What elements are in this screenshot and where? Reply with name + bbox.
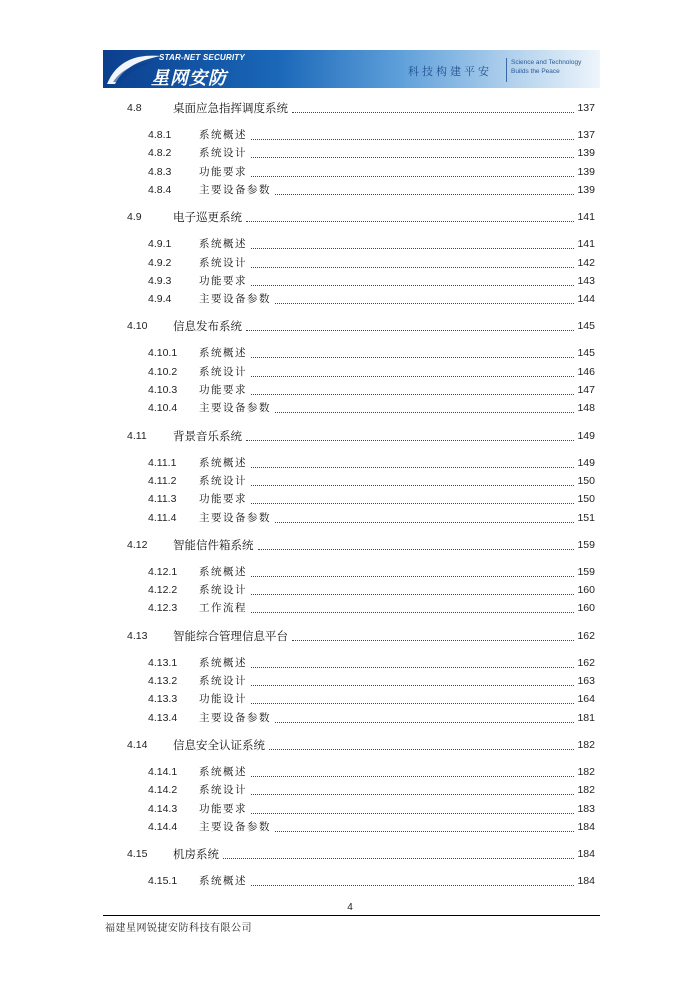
toc-dot-leader [251, 502, 576, 504]
toc-entry-title: 主要设备参数 [199, 511, 271, 524]
toc-entry-title: 系统概述 [199, 238, 247, 251]
toc-dot-leader [251, 702, 576, 704]
toc-entry-page: 163 [577, 675, 595, 687]
toc-dot-leader [251, 611, 576, 613]
toc-subsection-entry[interactable] [0, 345, 700, 361]
toc-entry-page: 137 [577, 102, 595, 114]
toc-subsection-entry[interactable] [0, 473, 700, 489]
toc-entry-number: 4.9.4 [148, 293, 172, 306]
toc-dot-leader [275, 521, 576, 523]
toc-entry-title: 系统概述 [199, 875, 247, 888]
toc-subsection-entry[interactable] [0, 510, 700, 526]
toc-entry-page: 145 [577, 347, 595, 360]
toc-entry-number: 4.11 [127, 429, 147, 442]
toc-entry-page: 149 [577, 456, 595, 469]
toc-subsection-entry[interactable] [0, 491, 700, 507]
toc-entry-number: 4.10.4 [148, 402, 178, 415]
toc-entry-page: 142 [577, 256, 595, 269]
toc-entry-page: 150 [577, 493, 595, 506]
toc-entry-number: 4.14.2 [148, 784, 178, 797]
toc-entry-page: 148 [577, 402, 595, 415]
toc-dot-leader [251, 138, 576, 140]
toc-entry-title: 功能要求 [199, 165, 247, 178]
toc-entry-page: 159 [577, 538, 595, 551]
toc-entry-page: 137 [577, 129, 595, 141]
toc-entry-page: 183 [577, 802, 595, 815]
toc-dot-leader [251, 484, 576, 486]
toc-entry-page: 162 [577, 656, 595, 669]
toc-entry-number: 4.11.4 [148, 511, 177, 524]
toc-entry-title: 主要设备参数 [199, 711, 271, 724]
logo-chinese-text: 星网安防 [151, 68, 227, 88]
toc-entry-number: 4.13 [127, 629, 148, 642]
toc-entry-number: 4.14.1 [148, 765, 178, 778]
toc-entry-number: 4.14 [127, 738, 148, 751]
toc-subsection-entry[interactable] [0, 382, 700, 398]
toc-dot-leader [251, 575, 576, 577]
toc-dot-leader [251, 175, 576, 177]
slogan-divider [506, 58, 507, 82]
toc-subsection-entry[interactable] [0, 764, 700, 780]
toc-entry-page: 182 [577, 738, 595, 751]
toc-entry-number: 4.14.4 [148, 820, 178, 833]
logo-english-text: STAR-NET SECURITY [159, 53, 245, 62]
toc-dot-leader [251, 775, 576, 777]
toc-entry-title: 系统设计 [199, 784, 247, 797]
toc-dot-leader [292, 639, 576, 641]
toc-entry-number: 4.13.4 [148, 711, 178, 724]
toc-entry-number: 4.12 [127, 538, 148, 551]
toc-dot-leader [258, 548, 576, 550]
toc-entry-number: 4.8.4 [148, 183, 172, 196]
toc-entry-page: 164 [577, 693, 595, 706]
page-number: 4 [347, 902, 353, 913]
toc-entry-page: 139 [577, 165, 595, 178]
toc-subsection-entry[interactable] [0, 873, 700, 889]
toc-entry-page: 184 [577, 848, 595, 861]
toc-entry-title: 系统概述 [199, 765, 247, 778]
toc-entry-page: 159 [577, 565, 595, 578]
toc-entry-number: 4.8.3 [148, 165, 172, 178]
toc-dot-leader [269, 748, 576, 750]
toc-entry-number: 4.11.2 [148, 474, 177, 487]
toc-entry-page: 181 [577, 711, 595, 724]
toc-entry-page: 139 [577, 183, 595, 196]
toc-subsection-entry[interactable] [0, 691, 700, 707]
toc-section-entry[interactable] [0, 318, 700, 334]
toc-entry-title: 主要设备参数 [199, 293, 271, 306]
toc-dot-leader [246, 329, 576, 331]
toc-subsection-entry[interactable] [0, 400, 700, 416]
toc-entry-number: 4.15 [127, 848, 148, 861]
toc-entry-title: 主要设备参数 [199, 183, 271, 196]
toc-entry-title: 智能信件箱系统 [173, 537, 254, 552]
toc-entry-title: 背景音乐系统 [173, 428, 242, 443]
toc-entry-number: 4.9.2 [148, 256, 172, 269]
toc-entry-title: 功能要求 [199, 493, 247, 506]
toc-dot-leader [251, 156, 576, 158]
toc-entry-page: 184 [577, 875, 595, 888]
toc-section-entry[interactable] [0, 628, 700, 644]
toc-entry-title: 主要设备参数 [199, 402, 271, 415]
toc-subsection-entry[interactable] [0, 182, 700, 198]
toc-entry-number: 4.11.3 [148, 493, 177, 506]
toc-entry-page: 162 [577, 629, 595, 642]
toc-subsection-entry[interactable] [0, 600, 700, 616]
toc-dot-leader [251, 393, 576, 395]
toc-entry-number: 4.12.3 [148, 602, 178, 615]
toc-entry-title: 功能设计 [199, 693, 247, 706]
toc-entry-title: 功能要求 [199, 274, 247, 287]
toc-entry-title: 功能要求 [199, 384, 247, 396]
toc-entry-page: 160 [577, 602, 595, 615]
toc-dot-leader [251, 793, 576, 795]
toc-subsection-entry[interactable] [0, 291, 700, 307]
toc-entry-page: 141 [577, 238, 595, 251]
toc-entry-number: 4.9.1 [148, 238, 172, 251]
toc-subsection-entry[interactable] [0, 582, 700, 598]
toc-dot-leader [246, 439, 576, 441]
toc-subsection-entry[interactable] [0, 145, 700, 161]
toc-subsection-entry[interactable] [0, 801, 700, 817]
toc-entry-number: 4.13.1 [148, 656, 178, 669]
toc-subsection-entry[interactable] [0, 782, 700, 798]
toc-dot-leader [275, 302, 576, 304]
toc-section-entry[interactable] [0, 846, 700, 862]
toc-entry-page: 182 [577, 765, 595, 778]
toc-subsection-entry[interactable] [0, 564, 700, 580]
slogan-english [511, 58, 581, 76]
toc-dot-leader [251, 247, 576, 249]
toc-entry-number: 4.13.3 [148, 693, 178, 706]
toc-entry-page: 143 [577, 274, 595, 287]
toc-dot-leader [275, 411, 576, 413]
toc-section-entry[interactable] [0, 537, 700, 553]
toc-entry-page: 144 [577, 293, 595, 306]
toc-entry-title: 系统概述 [199, 347, 247, 360]
toc-dot-leader [275, 721, 576, 723]
toc-entry-number: 4.10 [127, 320, 148, 333]
toc-subsection-entry[interactable] [0, 655, 700, 671]
toc-entry-number: 4.12.2 [148, 584, 178, 597]
toc-section-entry[interactable] [0, 737, 700, 753]
toc-entry-page: 149 [577, 429, 595, 442]
toc-subsection-entry[interactable] [0, 164, 700, 180]
toc-entry-number: 4.10.1 [148, 347, 178, 360]
toc-entry-title: 机房系统 [173, 847, 219, 862]
toc-section-entry[interactable] [0, 209, 700, 225]
toc-entry-title: 系统设计 [199, 365, 247, 378]
toc-dot-leader [251, 284, 576, 286]
toc-entry-page: 182 [577, 784, 595, 797]
toc-section-entry[interactable] [0, 100, 700, 116]
toc-entry-title: 系统设计 [199, 584, 247, 597]
toc-entry-page: 147 [577, 384, 595, 396]
toc-entry-title: 工作流程 [199, 602, 247, 615]
toc-entry-page: 150 [577, 474, 595, 487]
toc-dot-leader [251, 666, 576, 668]
toc-dot-leader [251, 593, 576, 595]
toc-entry-title: 功能要求 [199, 802, 247, 815]
toc-entry-title: 系统概述 [199, 565, 247, 578]
toc-subsection-entry[interactable] [0, 255, 700, 271]
slogan-chinese: 科技构建平安 [408, 65, 492, 78]
toc-entry-number: 4.15.1 [148, 875, 178, 888]
toc-subsection-entry[interactable] [0, 455, 700, 471]
toc-entry-title: 智能综合管理信息平台 [173, 628, 288, 643]
toc-dot-leader [251, 266, 576, 268]
toc-dot-leader [251, 356, 576, 358]
toc-dot-leader [275, 193, 576, 195]
toc-entry-number: 4.14.3 [148, 802, 178, 815]
toc-subsection-entry[interactable] [0, 236, 700, 252]
toc-entry-page: 160 [577, 584, 595, 597]
toc-entry-title: 系统设计 [199, 675, 247, 687]
slogan-english-line2: Builds the Peace [511, 68, 560, 75]
toc-entry-number: 4.12.1 [148, 565, 178, 578]
toc-entry-number: 4.10.3 [148, 384, 178, 396]
toc-entry-number: 4.8.1 [148, 129, 172, 141]
toc-dot-leader [292, 111, 576, 113]
toc-entry-number: 4.8 [127, 102, 142, 114]
toc-entry-page: 145 [577, 320, 595, 333]
toc-entry-page: 184 [577, 820, 595, 833]
toc-entry-number: 4.9.3 [148, 274, 172, 287]
toc-entry-page: 141 [577, 211, 595, 224]
toc-entry-title: 系统概述 [199, 129, 247, 141]
toc-dot-leader [251, 375, 576, 377]
footer-company-name: 福建星网锐捷安防科技有限公司 [105, 923, 252, 934]
toc-subsection-entry[interactable] [0, 673, 700, 689]
toc-dot-leader [246, 220, 576, 222]
toc-subsection-entry[interactable] [0, 273, 700, 289]
toc-dot-leader [251, 466, 576, 468]
toc-entry-title: 主要设备参数 [199, 820, 271, 833]
toc-entry-page: 139 [577, 147, 595, 160]
header-banner [103, 50, 600, 88]
toc-entry-title: 系统概述 [199, 456, 247, 469]
toc-entry-number: 4.13.2 [148, 675, 178, 687]
toc-entry-page: 151 [577, 511, 595, 524]
toc-dot-leader [251, 812, 576, 814]
toc-subsection-entry[interactable] [0, 819, 700, 835]
toc-entry-number: 4.11.1 [148, 456, 177, 469]
toc-entry-title: 系统设计 [199, 474, 247, 487]
toc-subsection-entry[interactable] [0, 710, 700, 726]
toc-entry-title: 电子巡更系统 [173, 210, 242, 225]
toc-dot-leader [251, 884, 576, 886]
slogan-english-line1: Science and Technology [511, 59, 582, 66]
toc-entry-title: 桌面应急指挥调度系统 [173, 101, 288, 115]
toc-entry-title: 系统设计 [199, 147, 247, 160]
toc-dot-leader [275, 830, 576, 832]
toc-entry-title: 系统设计 [199, 256, 247, 269]
toc-entry-title: 系统概述 [199, 656, 247, 669]
toc-entry-number: 4.10.2 [148, 365, 178, 378]
toc-subsection-entry[interactable] [0, 127, 700, 143]
footer-divider [103, 915, 600, 916]
toc-subsection-entry[interactable] [0, 364, 700, 380]
toc-entry-number: 4.9 [127, 211, 142, 224]
toc-entry-title: 信息发布系统 [173, 319, 242, 334]
toc-entry-page: 146 [577, 365, 595, 378]
toc-entry-title: 信息安全认证系统 [173, 737, 265, 752]
toc-entry-number: 4.8.2 [148, 147, 172, 160]
toc-dot-leader [251, 684, 576, 686]
toc-section-entry[interactable] [0, 428, 700, 444]
toc-dot-leader [223, 857, 576, 859]
